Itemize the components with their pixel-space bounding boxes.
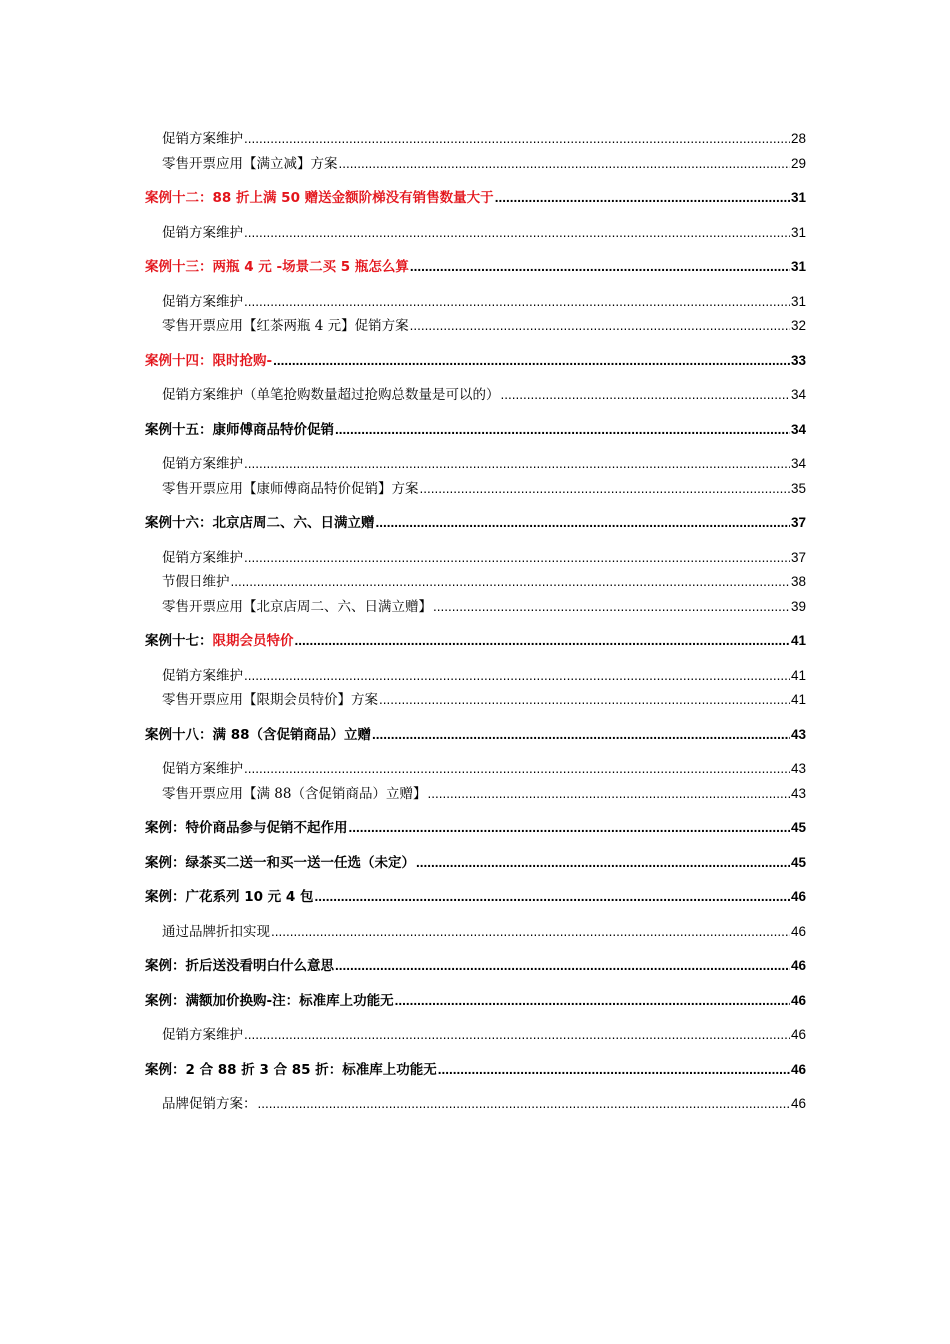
toc-page-number: 43 (790, 726, 806, 742)
toc-entry-text: 促销方案维护 (162, 224, 243, 241)
toc-entry-text: 零售开票应用【康师傅商品特价促销】方案 (162, 480, 419, 497)
toc-dot-leader (410, 314, 790, 339)
toc-entry-title (162, 127, 243, 152)
toc-entry-title (145, 851, 415, 876)
toc-entry-text: 限期会员特价 (212, 633, 294, 649)
toc-page-number: 43 (790, 761, 806, 776)
toc-heading-entry[interactable] (145, 349, 806, 374)
toc-heading-entry[interactable] (145, 816, 806, 841)
toc-dot-leader (395, 989, 790, 1014)
toc-dot-leader (420, 477, 790, 502)
toc-entry-title (145, 349, 272, 374)
toc-entry-text: 促销方案维护 (162, 456, 243, 472)
toc-subentry[interactable] (145, 570, 806, 595)
toc-dot-leader (335, 954, 790, 979)
toc-entry-case-label: 案例十五： (145, 421, 213, 438)
toc-entry-title (145, 723, 371, 748)
toc-dot-leader (339, 152, 790, 177)
toc-entry-text: 促销方案维护 (162, 131, 243, 147)
table-of-contents (145, 127, 806, 1117)
toc-dot-leader (273, 349, 790, 374)
toc-entry-title (162, 595, 432, 620)
toc-entry-text: 2 合 88 折 3 合 85 折：标准库上功能无 (185, 1061, 437, 1078)
toc-entry-text: 品牌促销方案： (162, 1096, 257, 1112)
toc-heading-entry[interactable] (145, 629, 806, 654)
toc-entry-text: 特价商品参与促销不起作用 (185, 820, 348, 836)
toc-dot-leader (244, 546, 790, 571)
toc-page-number: 45 (790, 820, 806, 835)
toc-subentry[interactable] (145, 1023, 806, 1048)
toc-entry-text: 促销方案维护 (162, 761, 243, 777)
toc-subentry[interactable] (145, 290, 806, 315)
toc-page-number: 41 (790, 692, 806, 707)
toc-entry-title (145, 816, 348, 841)
toc-page-number: 38 (790, 574, 806, 589)
toc-page-number: 31 (790, 259, 806, 274)
toc-subentry[interactable] (145, 452, 806, 477)
toc-page-number: 32 (790, 318, 806, 333)
toc-entry-text: 促销方案维护 (162, 293, 243, 310)
toc-entry-text: 限时抢购- (212, 352, 273, 369)
toc-entry-text: 促销方案维护（单笔抢购数量超过抢购总数量是可以的） (162, 387, 500, 403)
toc-dot-leader (372, 723, 790, 748)
toc-heading-entry[interactable] (145, 989, 806, 1014)
toc-entry-title (145, 1058, 437, 1083)
toc-subentry[interactable] (145, 782, 806, 807)
toc-heading-entry[interactable] (145, 418, 806, 443)
toc-entry-title (162, 782, 426, 807)
toc-entry-title (145, 885, 313, 910)
toc-entry-case-label: 案例： (145, 820, 186, 836)
toc-page-number: 31 (790, 190, 806, 205)
toc-entry-case-label: 案例： (145, 992, 186, 1009)
toc-dot-leader (244, 290, 790, 315)
toc-entry-text: 康师傅商品特价促销 (212, 421, 334, 438)
toc-entry-title (162, 570, 230, 595)
toc-entry-title (145, 511, 375, 536)
toc-subentry[interactable] (145, 477, 806, 502)
toc-page-number: 46 (790, 958, 806, 973)
toc-dot-leader (295, 629, 790, 654)
toc-entry-title (162, 221, 243, 246)
toc-dot-leader (271, 920, 790, 945)
toc-heading-entry[interactable] (145, 723, 806, 748)
toc-dot-leader (427, 782, 789, 807)
toc-entry-text: 两瓶 4 元 -场景二买 5 瓶怎么算 (212, 259, 409, 275)
toc-dot-leader (379, 688, 790, 713)
toc-entry-title (162, 546, 243, 571)
toc-page-number: 45 (790, 854, 806, 870)
toc-entry-text: 满 88（含促销商品）立赠 (212, 726, 371, 743)
toc-subentry[interactable] (145, 314, 806, 339)
toc-page-number: 39 (790, 598, 806, 614)
toc-entry-title (162, 477, 419, 502)
toc-dot-leader (438, 1058, 790, 1083)
toc-dot-leader (433, 595, 790, 620)
toc-subentry[interactable] (145, 688, 806, 713)
toc-entry-title (162, 383, 500, 408)
toc-page-number: 46 (790, 1061, 806, 1077)
toc-dot-leader (258, 1092, 790, 1117)
toc-subentry[interactable] (145, 383, 806, 408)
toc-page-number: 31 (790, 293, 806, 309)
toc-subentry[interactable] (145, 127, 806, 152)
toc-entry-title (162, 757, 243, 782)
toc-subentry[interactable] (145, 546, 806, 571)
toc-entry-text: 广花系列 10 元 4 包 (185, 889, 314, 905)
toc-page-number: 37 (790, 549, 806, 565)
toc-page-number: 37 (790, 515, 806, 530)
toc-page-number: 34 (790, 456, 806, 471)
toc-dot-leader (231, 570, 790, 595)
toc-entry-case-label: 案例： (145, 1061, 186, 1078)
toc-entry-text: 通过品牌折扣实现 (162, 923, 270, 940)
toc-dot-leader (410, 255, 790, 280)
toc-entry-title (162, 1023, 243, 1048)
toc-heading-entry[interactable] (145, 885, 806, 910)
toc-entry-text: 绿茶买二送一和买一送一任选（未定） (185, 854, 415, 871)
toc-entry-text: 折后送没看明白什么意思 (185, 958, 334, 974)
toc-dot-leader (244, 1023, 790, 1048)
toc-entry-text: 北京店周二、六、日满立赠 (212, 515, 375, 531)
toc-dot-leader (416, 851, 790, 876)
toc-page-number: 46 (790, 1027, 806, 1042)
toc-entry-text: 零售开票应用【满 88（含促销商品）立赠】 (162, 785, 427, 802)
toc-entry-text: 零售开票应用【北京店周二、六、日满立赠】 (162, 598, 432, 615)
toc-heading-entry[interactable] (145, 954, 806, 979)
toc-entry-case-label: 案例： (145, 889, 186, 905)
toc-heading-entry[interactable] (145, 186, 806, 211)
toc-entry-title (145, 954, 334, 979)
toc-entry-title (162, 314, 409, 339)
toc-dot-leader (335, 418, 790, 443)
toc-entry-title (162, 664, 243, 689)
toc-dot-leader (244, 757, 790, 782)
toc-page-number: 34 (790, 387, 806, 402)
toc-dot-leader (244, 221, 790, 246)
toc-page-number: 46 (790, 923, 806, 939)
toc-entry-title (145, 989, 394, 1014)
toc-page-number: 35 (790, 480, 806, 496)
toc-dot-leader (314, 885, 789, 910)
toc-dot-leader (244, 452, 790, 477)
toc-dot-leader (501, 383, 790, 408)
toc-entry-title (162, 452, 243, 477)
toc-page-number: 34 (790, 421, 806, 437)
toc-page-number: 41 (790, 633, 806, 648)
toc-entry-case-label: 案例十二： (145, 190, 213, 206)
toc-subentry[interactable] (145, 1092, 806, 1117)
toc-entry-title (162, 152, 338, 177)
toc-dot-leader (244, 127, 790, 152)
toc-entry-title (162, 1092, 257, 1117)
toc-entry-text: 促销方案维护 (162, 667, 243, 684)
toc-entry-text: 88 折上满 50 赠送金额阶梯没有销售数量大于 (212, 190, 494, 206)
toc-subentry[interactable] (145, 664, 806, 689)
toc-subentry[interactable] (145, 152, 806, 177)
toc-entry-title (162, 920, 270, 945)
toc-entry-case-label: 案例： (145, 854, 186, 871)
toc-heading-entry[interactable] (145, 1058, 806, 1083)
toc-page-number: 43 (790, 785, 806, 801)
toc-subentry[interactable] (145, 595, 806, 620)
toc-entry-title (145, 186, 494, 211)
toc-entry-text: 零售开票应用【限期会员特价】方案 (162, 692, 378, 708)
toc-entry-text: 零售开票应用【满立减】方案 (162, 155, 338, 172)
toc-dot-leader (495, 186, 790, 211)
toc-entry-text: 节假日维护 (162, 574, 230, 590)
toc-dot-leader (376, 511, 790, 536)
toc-entry-case-label: 案例十七： (145, 633, 213, 649)
toc-entry-text: 零售开票应用【红茶两瓶 4 元】促销方案 (162, 318, 409, 334)
toc-page-number: 46 (790, 889, 806, 904)
toc-entry-text: 促销方案维护 (162, 1027, 243, 1043)
toc-page-number: 41 (790, 667, 806, 683)
toc-page-number: 28 (790, 131, 806, 146)
toc-entry-title (162, 688, 378, 713)
toc-entry-title (162, 290, 243, 315)
toc-entry-title (145, 418, 334, 443)
toc-entry-text: 满额加价换购-注：标准库上功能无 (185, 992, 394, 1009)
toc-entry-case-label: 案例十三： (145, 259, 213, 275)
toc-page-number: 46 (790, 1096, 806, 1111)
toc-entry-case-label: 案例十六： (145, 515, 213, 531)
toc-entry-text: 促销方案维护 (162, 549, 243, 566)
toc-page-number: 29 (790, 155, 806, 171)
toc-subentry[interactable] (145, 920, 806, 945)
toc-heading-entry[interactable] (145, 255, 806, 280)
toc-entry-title (145, 255, 409, 280)
toc-entry-title (145, 629, 294, 654)
toc-heading-entry[interactable] (145, 851, 806, 876)
toc-subentry[interactable] (145, 221, 806, 246)
toc-entry-case-label: 案例十八： (145, 726, 213, 743)
toc-dot-leader (244, 664, 790, 689)
toc-subentry[interactable] (145, 757, 806, 782)
toc-heading-entry[interactable] (145, 511, 806, 536)
toc-page-number: 31 (790, 224, 806, 240)
toc-page-number: 46 (790, 992, 806, 1008)
toc-entry-case-label: 案例十四： (145, 352, 213, 369)
toc-entry-case-label: 案例： (145, 958, 186, 974)
toc-dot-leader (349, 816, 790, 841)
toc-page-number: 33 (790, 352, 806, 368)
